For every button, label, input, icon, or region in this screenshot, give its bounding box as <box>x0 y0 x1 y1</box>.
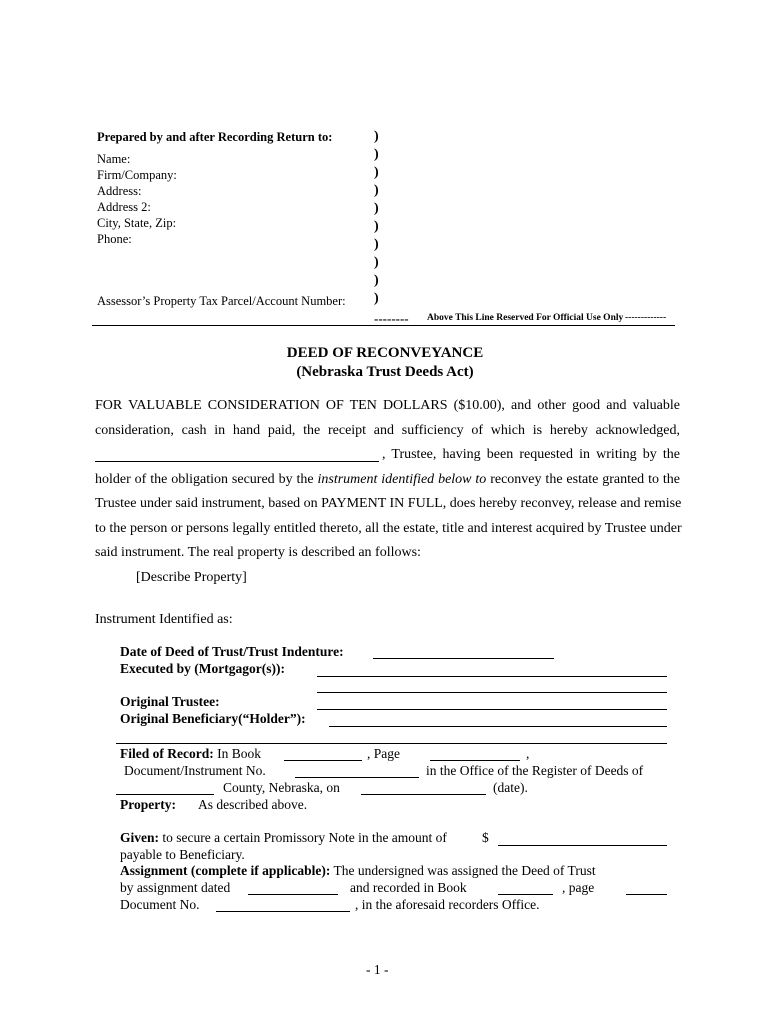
assignment-label: Assignment (complete if applicable): <box>120 863 331 878</box>
assignment-page-blank[interactable] <box>626 894 667 895</box>
instrument-heading: Instrument Identified as: <box>95 612 233 627</box>
executed-by-blank[interactable] <box>317 676 667 677</box>
assignment-row <box>120 863 596 879</box>
payable-text: payable to Beneficiary. <box>120 847 245 862</box>
original-trustee-label: Original Trustee: <box>120 694 220 709</box>
paren-mark: ) <box>374 165 379 180</box>
executed-by-blank-2[interactable] <box>317 692 667 693</box>
deed-date-blank[interactable] <box>373 658 554 659</box>
in-book-label: In Book <box>217 746 261 761</box>
filed-label: Filed of Record: <box>120 746 214 761</box>
document-title: DEED OF RECONVEYANCE <box>286 345 484 361</box>
phone-field-label: Phone: <box>97 232 132 246</box>
address2-field-label: Address 2: <box>97 200 151 214</box>
register-office-text: in the Office of the Register of Deeds of <box>426 763 644 778</box>
document-no-blank[interactable] <box>216 911 350 912</box>
body-italic-text: instrument identified below to <box>317 472 487 487</box>
assignment-book-blank[interactable] <box>498 894 553 895</box>
reserved-dashes: -------- <box>374 311 409 326</box>
recorded-date-blank[interactable] <box>361 794 486 795</box>
body-line: , Trustee, having been requested in writing by the <box>382 447 680 462</box>
property-row <box>120 797 307 813</box>
dollar-sign: $ <box>482 830 489 845</box>
original-trustee-blank[interactable] <box>317 709 667 710</box>
date-paren-label: (date). <box>493 780 528 795</box>
executed-by-label: Executed by (Mortgagor(s)): <box>120 661 285 676</box>
document-instrument-no-blank[interactable] <box>295 777 419 778</box>
body-line: said instrument. The real property is described an follows: <box>95 545 421 560</box>
reserved-line-label: Above This Line Reserved For Official Use Only <box>427 313 624 323</box>
reserved-tail: ------------- <box>625 313 667 323</box>
body-line <box>95 472 680 488</box>
page-label: , Page <box>367 746 400 761</box>
assignment-date-blank[interactable] <box>248 894 338 895</box>
body-line: to the person or persons legally entitled thereto, all the estate, title and interest acquired by Trustee under <box>95 521 682 536</box>
section-divider <box>116 743 667 744</box>
paren-mark: ) <box>374 183 379 198</box>
document-subtitle: (Nebraska Trust Deeds Act) <box>296 364 474 380</box>
paren-mark: ) <box>374 129 379 144</box>
page-number: - 1 - <box>366 962 389 977</box>
body-line: Trustee under said instrument, based on PAYMENT IN FULL, does hereby reconvey, release and remise <box>95 496 682 511</box>
prepared-by-label: Prepared by and after Recording Return to: <box>97 130 333 144</box>
recorders-office-text: , in the aforesaid recorders Office. <box>355 897 540 912</box>
body-line: consideration, cash in hand paid, the receipt and sufficiency of which is hereby acknowledged, <box>95 423 680 438</box>
body-text: reconvey the estate granted to the <box>486 472 680 487</box>
recorded-in-book-label: and recorded in Book <box>350 880 467 895</box>
document-no-label: Document No. <box>120 897 200 912</box>
deed-date-label: Date of Deed of Trust/Trust Indenture: <box>120 644 344 659</box>
paren-mark: ) <box>374 201 379 216</box>
city-state-zip-field-label: City, State, Zip: <box>97 216 177 230</box>
comma: , <box>526 746 530 761</box>
assignment-text: The undersigned was assigned the Deed of Trust <box>333 863 596 878</box>
parcel-number-label: Assessor’s Property Tax Parcel/Account Number: <box>97 294 346 308</box>
page-blank[interactable] <box>430 760 520 761</box>
paren-mark: ) <box>374 291 379 306</box>
given-label: Given: <box>120 830 159 845</box>
given-row <box>120 830 447 846</box>
body-text: holder of the obligation secured by the <box>95 472 318 487</box>
assignment-page-label: , page <box>562 880 595 895</box>
paren-mark: ) <box>374 273 379 288</box>
name-field-label: Name: <box>97 152 131 166</box>
note-amount-blank[interactable] <box>498 845 667 846</box>
original-beneficiary-blank[interactable] <box>329 726 667 727</box>
county-blank[interactable] <box>116 794 214 795</box>
body-line: FOR VALUABLE CONSIDERATION OF TEN DOLLARS ($10.00), and other good and valuable <box>95 398 680 413</box>
firm-field-label: Firm/Company: <box>97 168 177 182</box>
property-value: As described above. <box>197 797 308 812</box>
address-field-label: Address: <box>97 184 142 198</box>
given-text: to secure a certain Promissory Note in the amount of <box>162 830 447 845</box>
describe-property-placeholder: [Describe Property] <box>136 570 247 585</box>
filed-of-record <box>120 746 261 762</box>
assignment-dated-label: by assignment dated <box>120 880 231 895</box>
paren-mark: ) <box>374 255 379 270</box>
paren-mark: ) <box>374 237 379 252</box>
county-label: County, Nebraska, on <box>223 780 340 795</box>
original-beneficiary-label: Original Beneficiary(“Holder”): <box>120 711 306 726</box>
paren-mark: ) <box>374 147 379 162</box>
document-instrument-no-label: Document/Instrument No. <box>124 763 266 778</box>
property-label: Property: <box>120 797 176 812</box>
paren-mark: ) <box>374 219 379 234</box>
book-blank[interactable] <box>284 760 362 761</box>
reserved-divider <box>92 325 675 326</box>
trustee-name-blank[interactable] <box>95 461 379 462</box>
